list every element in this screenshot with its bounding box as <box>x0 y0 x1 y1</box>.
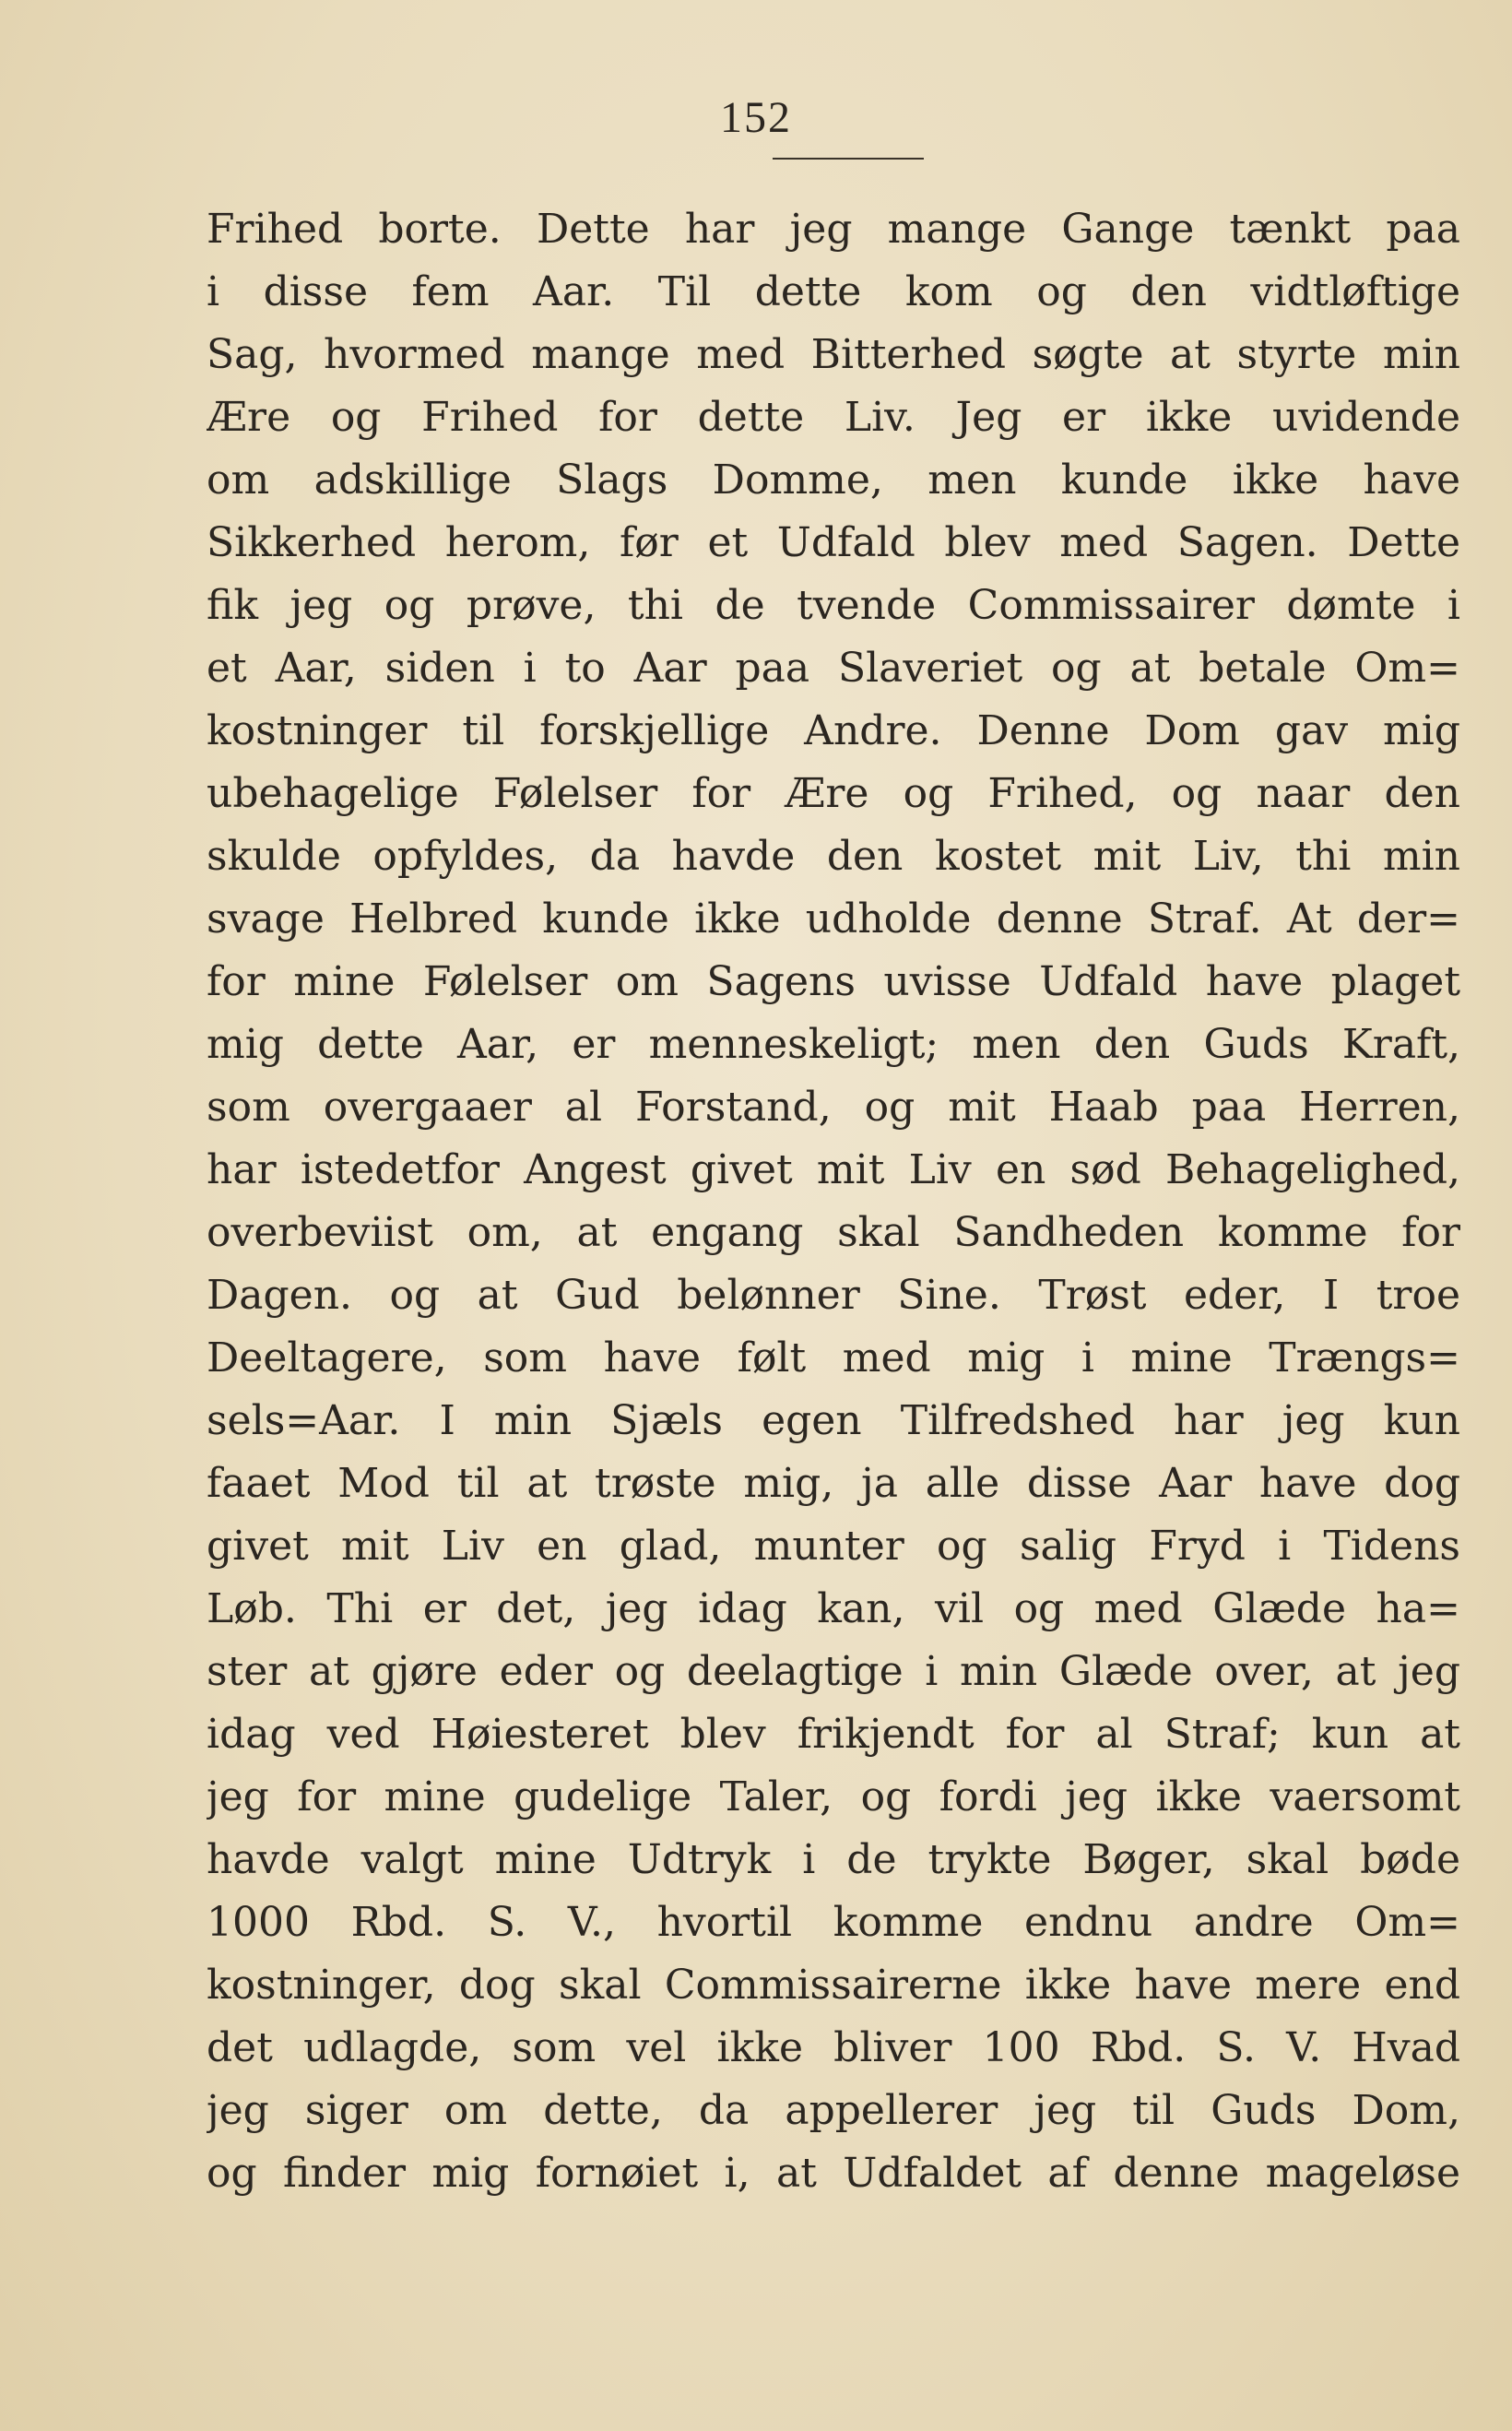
page-number: 152 <box>720 93 792 142</box>
text-line: jeg for mine gudelige Taler, og fordi jeg ikke vaersomt <box>207 1773 1460 1820</box>
text-line: Dagen. og at Gud belønner Sine. Trøst eder, I troe <box>207 1272 1460 1319</box>
text-line: for mine Følelser om Sagens uvisse Udfald have plaget <box>207 958 1460 1005</box>
text-line: som overgaaer al Forstand, og mit Haab paa Herren, <box>207 1084 1460 1131</box>
text-line: har istedetfor Angest givet mit Liv en sød Behagelighed, <box>207 1146 1460 1193</box>
text-line: havde valgt mine Udtryk i de trykte Bøger, skal bøde <box>207 1836 1460 1883</box>
text-line: kostninger til forskjellige Andre. Denne Dom gav mig <box>207 707 1460 754</box>
text-line: i disse fem Aar. Til dette kom og den vidtløftige <box>207 268 1460 315</box>
text-line: idag ved Høiesteret blev frikjendt for al Straf; kun at <box>207 1711 1460 1758</box>
text-line: Deeltagere, som have følt med mig i mine Trængs= <box>207 1334 1460 1382</box>
text-line: det udlagde, som vel ikke bliver 100 Rbd. S. V. Hvad <box>207 2024 1460 2071</box>
text-line: mig dette Aar, er menneskeligt; men den Guds Kraft, <box>207 1021 1460 1068</box>
text-line: overbeviist om, at engang skal Sandheden komme for <box>207 1209 1460 1256</box>
text-line: givet mit Liv en glad, munter og salig Fryd i Tidens <box>207 1523 1460 1570</box>
text-line: kostninger, dog skal Commissairerne ikke have mere end <box>207 1962 1460 2009</box>
text-line: Løb. Thi er det, jeg idag kan, vil og med Glæde ha= <box>207 1585 1460 1632</box>
text-line: fik jeg og prøve, thi de tvende Commissairer dømte i <box>207 582 1460 629</box>
text-line: ster at gjøre eder og deelagtige i min Glæde over, at jeg <box>207 1648 1460 1695</box>
text-line: svage Helbred kunde ikke udholde denne Straf. At der= <box>207 895 1460 943</box>
text-line: Sikkerhed herom, før et Udfald blev med Sagen. Dette <box>207 519 1460 566</box>
text-line: 1000 Rbd. S. V., hvortil komme endnu andre Om= <box>207 1899 1460 1946</box>
text-line: Sag, hvormed mange med Bitterhed søgte at styrte min <box>207 331 1460 378</box>
text-line: et Aar, siden i to Aar paa Slaveriet og at betale Om= <box>207 645 1460 692</box>
body-text <box>207 198 1460 2205</box>
text-line: og finder mig fornøiet i, at Udfaldet af denne mageløse <box>207 2150 1460 2197</box>
text-line: ubehagelige Følelser for Ære og Frihed, og naar den <box>207 770 1460 817</box>
text-line: skulde opfyldes, da havde den kostet mit Liv, thi min <box>207 833 1460 880</box>
text-line: Ære og Frihed for dette Liv. Jeg er ikke uvidende <box>207 394 1460 441</box>
text-line: Frihed borte. Dette har jeg mange Gange tænkt paa <box>207 206 1460 253</box>
text-line: sels=Aar. I min Sjæls egen Tilfredshed har jeg kun <box>207 1397 1460 1444</box>
text-line: jeg siger om dette, da appellerer jeg til Guds Dom, <box>207 2087 1460 2134</box>
header-rule <box>773 158 924 160</box>
text-line: om adskillige Slags Domme, men kunde ikke have <box>207 457 1460 504</box>
text-line: faaet Mod til at trøste mig, ja alle disse Aar have dog <box>207 1460 1460 1507</box>
